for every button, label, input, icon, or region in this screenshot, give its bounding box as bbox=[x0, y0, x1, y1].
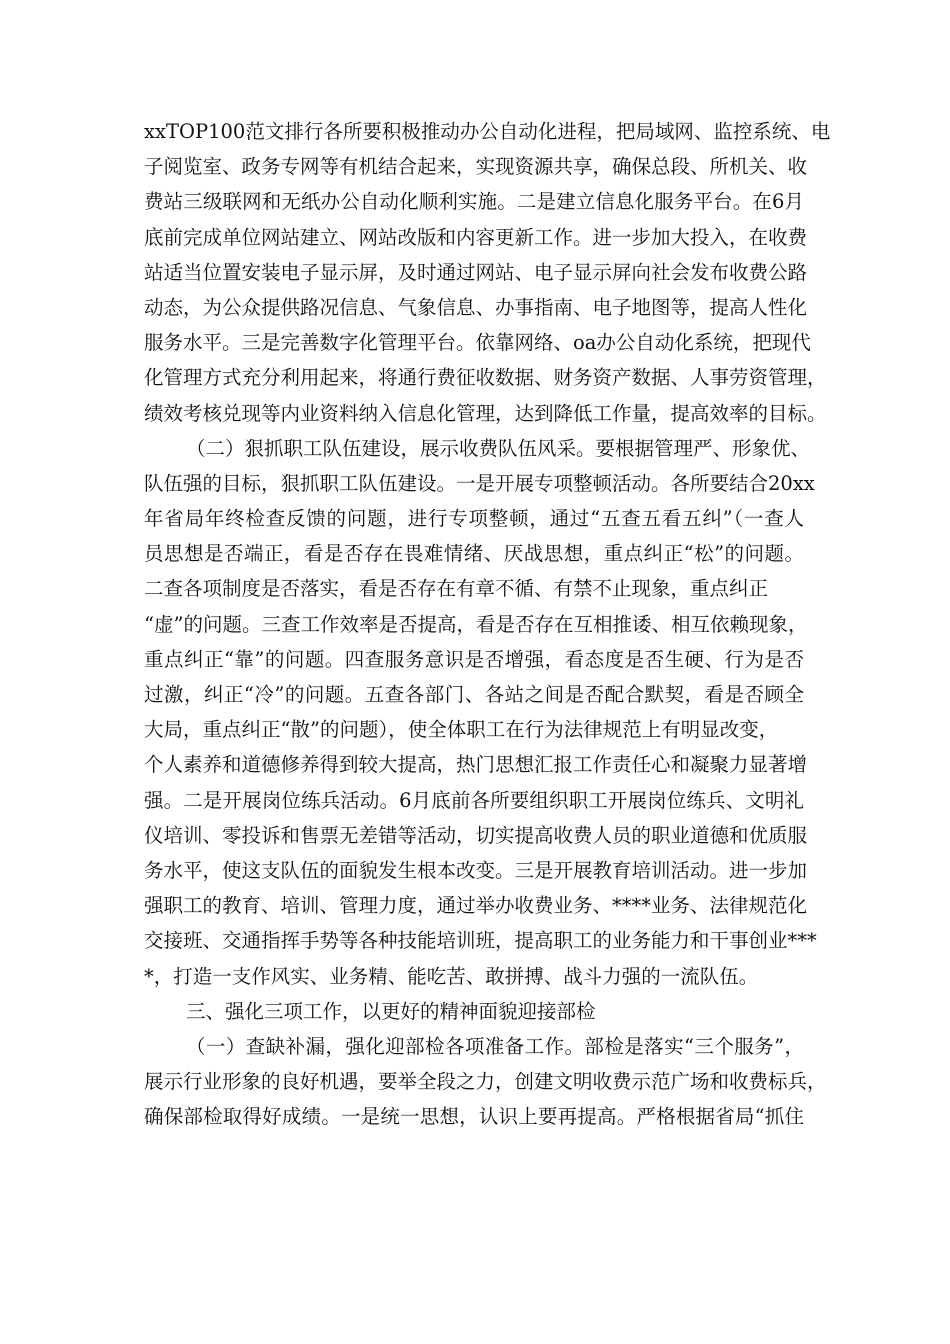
text-line: 强职工的教育、培训、管理力度，通过举办收费业务、****业务、法律规范化 bbox=[144, 894, 808, 918]
text-line: 员思想是否端正，看是否存在畏难情绪、厌战思想，重点纠正“松”的问题。 bbox=[144, 542, 804, 566]
text-line: 交接班、交通指挥手势等各种技能培训班，提高职工的业务能力和干事创业*** bbox=[144, 929, 817, 953]
text-line: 展示行业形象的良好机遇，要举全段之力，创建文明收费示范广场和收费标兵， bbox=[144, 1070, 827, 1094]
text-line: xxTOP100范文排行各所要积极推动办公自动化进程，把局域网、监控系统、电 bbox=[144, 120, 831, 143]
document-body bbox=[144, 114, 831, 1134]
text-line: 服务水平。三是完善数字化管理平台。依靠网络、oa办公自动化系统，把现代 bbox=[144, 331, 811, 355]
text-line: 大局，重点纠正“散”的问题），使全体职工在行为法律规范上有明显改变， bbox=[144, 718, 779, 742]
text-line: 二查各项制度是否落实，看是否存在有章不循、有禁不止现象，重点纠正 bbox=[144, 577, 769, 601]
text-line: 个人素养和道德修养得到较大提高，热门思想汇报工作责任心和凝聚力显著增 bbox=[144, 753, 808, 777]
text-line: 站适当位置安装电子显示屏，及时通过网站、电子显示屏向社会发布收费公路 bbox=[144, 260, 808, 284]
section-heading: 三、强化三项工作，以更好的精神面貌迎接部检 bbox=[186, 999, 596, 1023]
text-line: 过激，纠正“冷”的问题。五查各部门、各站之间是否配合默契，看是否顾全 bbox=[144, 683, 804, 706]
text-line: （二）狠抓职工队伍建设，展示收费队伍风采。要根据管理严、形象优、 bbox=[186, 436, 811, 460]
text-line: 强。二是开展岗位练兵活动。6月底前各所要组织职工开展岗位练兵、文明礼 bbox=[144, 788, 804, 812]
text-line: 费站三级联网和无纸办公自动化顺利实施。二是建立信息化服务平台。在6月 bbox=[144, 190, 804, 214]
text-line: 动态，为公众提供路况信息、气象信息、办事指南、电子地图等，提高人性化 bbox=[144, 295, 808, 319]
text-line: 绩效考核兑现等内业资料纳入信息化管理，达到降低工作量，提高效率的目标。 bbox=[144, 401, 827, 425]
text-line: “虚”的问题。三查工作效率是否提高，看是否存在互相推诿、相互依赖现象， bbox=[144, 612, 808, 636]
text-line: 务水平，使这支队伍的面貌发生根本改变。三是开展教育培训活动。进一步加 bbox=[144, 858, 808, 882]
text-line: （一）查缺补漏，强化迎部检各项准备工作。部检是落实“三个服务”， bbox=[186, 1034, 804, 1058]
text-line: *，打造一支作风实、业务精、能吃苦、敢拼搏、战斗力强的一流队伍。 bbox=[144, 964, 759, 988]
text-line: 重点纠正“靠”的问题。四查服务意识是否增强，看态度是否生硬、行为是否 bbox=[144, 647, 804, 671]
text-line: 化管理方式充分利用起来，将通行费征收数据、财务资产数据、人事劳资管理， bbox=[144, 366, 827, 390]
text-line: 确保部检取得好成绩。一是统一思想，认识上要再提高。严格根据省局“抓住 bbox=[144, 1105, 804, 1129]
text-line: 年省局年终检查反馈的问题，进行专项整顿，通过“五查五看五纠”（一查人 bbox=[144, 507, 804, 531]
text-line: 子阅览室、政务专网等有机结合起来，实现资源共享，确保总段、所机关、收 bbox=[144, 155, 808, 179]
text-line: 仪培训、零投诉和售票无差错等活动，切实提高收费人员的职业道德和优质服 bbox=[144, 823, 808, 847]
text-line: 底前完成单位网站建立、网站改版和内容更新工作。进一步加大投入，在收费 bbox=[144, 225, 808, 249]
text-line: 队伍强的目标，狠抓职工队伍建设。一是开展专项整顿活动。各所要结合20xx bbox=[144, 471, 815, 495]
